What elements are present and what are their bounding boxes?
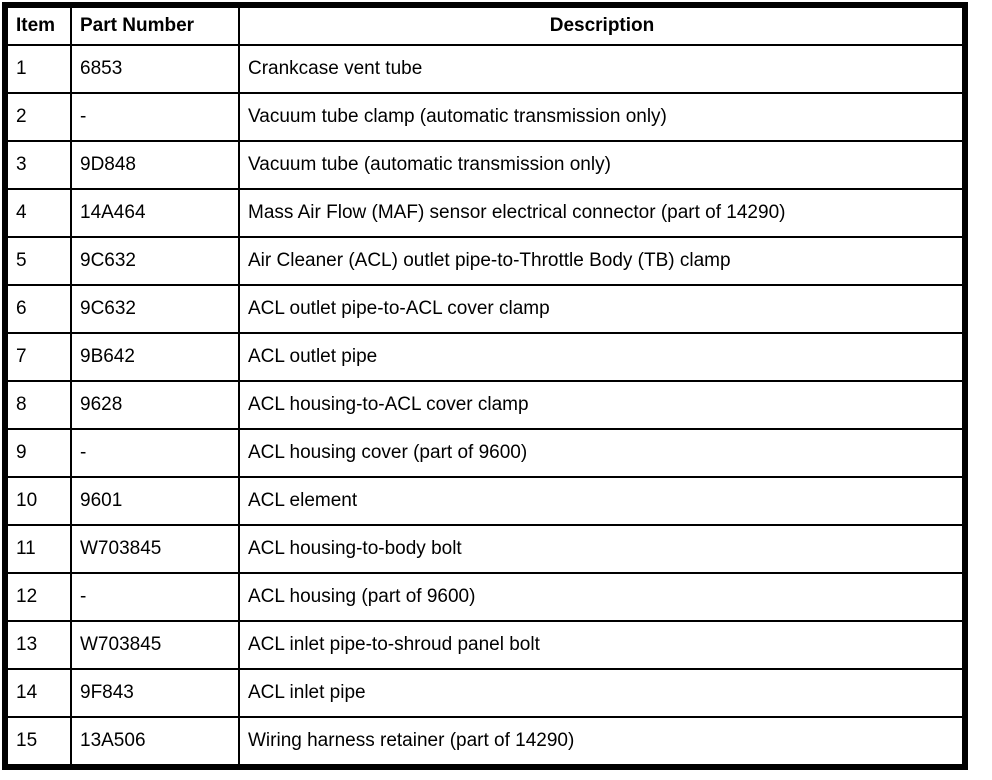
table-row [5, 333, 965, 381]
cell-description: ACL inlet pipe-to-shroud panel bolt [239, 621, 965, 669]
cell-part-number: 9C632 [71, 285, 239, 333]
cell-item: 5 [5, 237, 71, 285]
cell-part-number: 9C632 [71, 237, 239, 285]
table-row [5, 477, 965, 525]
cell-item: 11 [5, 525, 71, 573]
table-row [5, 237, 965, 285]
header-row [5, 5, 965, 45]
cell-part-number: 13A506 [71, 717, 239, 767]
cell-item: 4 [5, 189, 71, 237]
table-row [5, 285, 965, 333]
cell-description: ACL outlet pipe [239, 333, 965, 381]
table-row [5, 141, 965, 189]
cell-part-number: - [71, 429, 239, 477]
cell-description: ACL housing-to-ACL cover clamp [239, 381, 965, 429]
cell-description: Mass Air Flow (MAF) sensor electrical connector (part of 14290) [239, 189, 965, 237]
cell-part-number: 9B642 [71, 333, 239, 381]
cell-description: ACL element [239, 477, 965, 525]
table-row [5, 45, 965, 93]
cell-description: ACL housing (part of 9600) [239, 573, 965, 621]
cell-part-number: 9D848 [71, 141, 239, 189]
table-body [5, 45, 965, 767]
table-row [5, 93, 965, 141]
cell-part-number: 9601 [71, 477, 239, 525]
cell-part-number: - [71, 573, 239, 621]
cell-item: 2 [5, 93, 71, 141]
cell-description: ACL inlet pipe [239, 669, 965, 717]
cell-item: 10 [5, 477, 71, 525]
cell-item: 3 [5, 141, 71, 189]
cell-item: 6 [5, 285, 71, 333]
column-header-description: Description [239, 5, 965, 45]
cell-item: 7 [5, 333, 71, 381]
cell-description: Air Cleaner (ACL) outlet pipe-to-Throttle Body (TB) clamp [239, 237, 965, 285]
cell-item: 12 [5, 573, 71, 621]
cell-description: Vacuum tube clamp (automatic transmission only) [239, 93, 965, 141]
cell-description: ACL housing-to-body bolt [239, 525, 965, 573]
cell-part-number: 14A464 [71, 189, 239, 237]
table-row [5, 669, 965, 717]
cell-part-number: 9F843 [71, 669, 239, 717]
column-header-part-number: Part Number [71, 5, 239, 45]
table-row [5, 573, 965, 621]
cell-description: Wiring harness retainer (part of 14290) [239, 717, 965, 767]
table-row [5, 429, 965, 477]
cell-part-number: - [71, 93, 239, 141]
cell-part-number: W703845 [71, 525, 239, 573]
parts-list-table [2, 2, 968, 770]
table-row [5, 381, 965, 429]
cell-item: 1 [5, 45, 71, 93]
cell-item: 14 [5, 669, 71, 717]
cell-part-number: 9628 [71, 381, 239, 429]
cell-description: ACL housing cover (part of 9600) [239, 429, 965, 477]
cell-item: 8 [5, 381, 71, 429]
cell-item: 15 [5, 717, 71, 767]
cell-part-number: 6853 [71, 45, 239, 93]
table-row [5, 189, 965, 237]
column-header-item: Item [5, 5, 71, 45]
cell-description: Crankcase vent tube [239, 45, 965, 93]
table-row [5, 621, 965, 669]
cell-item: 13 [5, 621, 71, 669]
cell-item: 9 [5, 429, 71, 477]
cell-part-number: W703845 [71, 621, 239, 669]
cell-description: Vacuum tube (automatic transmission only) [239, 141, 965, 189]
table-row [5, 525, 965, 573]
table-row [5, 717, 965, 767]
cell-description: ACL outlet pipe-to-ACL cover clamp [239, 285, 965, 333]
